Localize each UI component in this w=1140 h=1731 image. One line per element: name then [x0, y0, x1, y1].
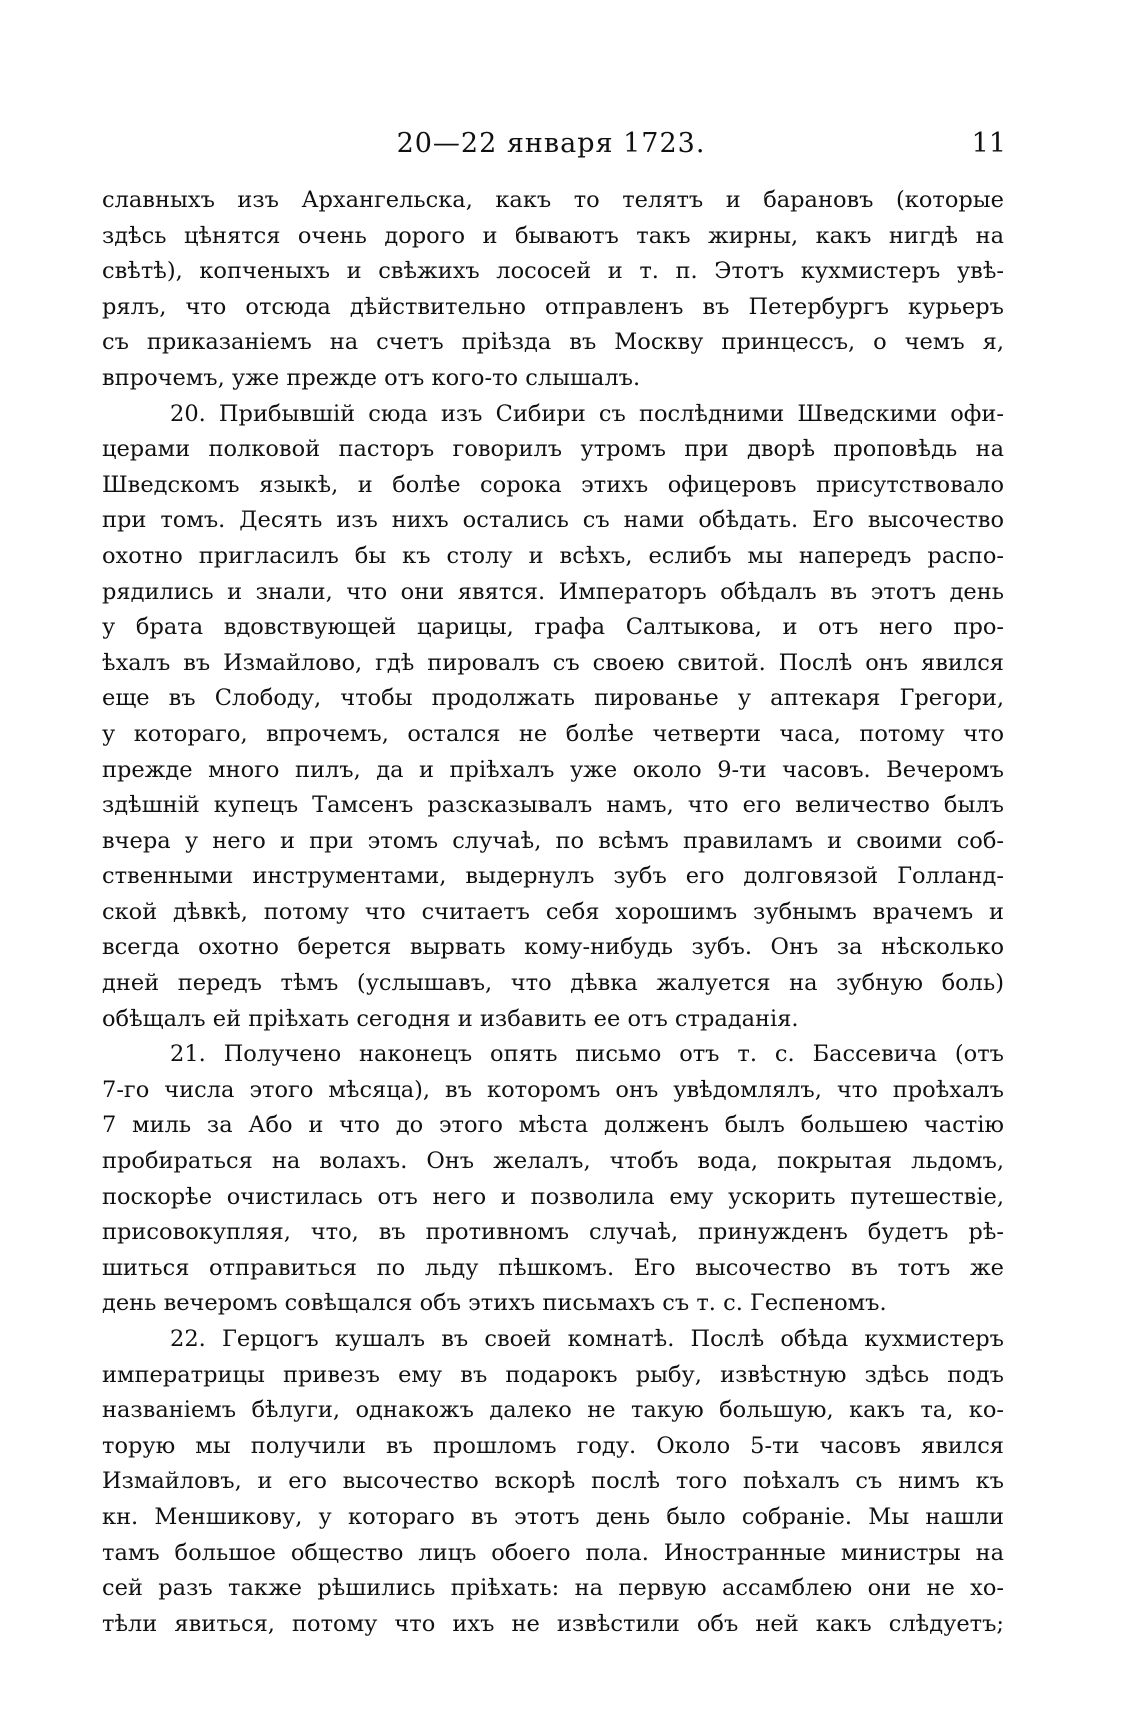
text-line: тѣли явиться, потому что ихъ не извѣстили объ ней какъ слѣдуетъ;	[102, 1610, 1004, 1637]
text-line: Измайловъ, и его высочество вскорѣ послѣ того поѣхалъ съ нимъ къ	[102, 1468, 1004, 1495]
text-line: дней передъ тѣмъ (услышавъ, что дѣвка жалуется на зубную боль)	[102, 970, 1004, 997]
text-line: при томъ. Десять изъ нихъ остались съ нами обѣдать. Его высочество	[102, 507, 1004, 534]
text-line: здѣшній купецъ Тамсенъ разсказывалъ намъ, что его величество былъ	[102, 792, 1004, 819]
text-line: охотно пригласилъ бы къ столу и всѣхъ, еслибъ мы напередъ распо-	[102, 542, 1004, 569]
text-line: съ приказаніемъ на счетъ пріѣзда въ Москву принцессъ, о чемъ я,	[102, 329, 1004, 356]
text-line: пробираться на волахъ. Онъ желалъ, чтобъ вода, покрытая льдомъ,	[102, 1148, 1004, 1175]
text-line: императрицы привезъ ему въ подарокъ рыбу, извѣстную здѣсь подъ	[102, 1361, 1004, 1388]
page-number: 11	[971, 128, 1006, 159]
text-line: день вечеромъ совѣщался объ этихъ письмахъ съ т. с. Геспеномъ.	[102, 1290, 887, 1317]
text-line: обѣщалъ ей пріѣхать сегодня и избавить ее отъ страданія.	[102, 1005, 799, 1032]
text-line: 7-го числа этого мѣсяца), въ которомъ онъ увѣдомлялъ, что проѣхалъ	[102, 1076, 1004, 1103]
text-line: шиться отправиться по льду пѣшкомъ. Его высочество въ тотъ же	[102, 1254, 1004, 1281]
running-header	[96, 128, 1006, 168]
text-line: всегда охотно берется вырвать кому-нибудь зубъ. Онъ за нѣсколько	[102, 934, 1004, 961]
text-line: рялъ, что отсюда дѣйствительно отправленъ въ Петербургъ курьеръ	[102, 293, 1004, 320]
text-line: 22. Герцогъ кушалъ въ своей комнатѣ. Послѣ обѣда кухмистеръ	[170, 1326, 1004, 1352]
text-line: рядились и знали, что они явятся. Императоръ обѣдалъ въ этотъ день	[102, 578, 1004, 605]
paragraph-continuation	[102, 183, 1004, 397]
text-line: 7 миль за Або и что до этого мѣста долженъ былъ большею частію	[102, 1112, 1004, 1139]
text-line: ской дѣвкѣ, потому что считаетъ себя хорошимъ зубнымъ врачемъ и	[102, 898, 1004, 925]
text-line: у брата вдовствующей царицы, графа Салтыкова, и отъ него про-	[102, 614, 1004, 641]
running-title: 20—22 января 1723.	[396, 128, 706, 159]
text-line: еще въ Слободу, чтобы продолжать пированье у аптекаря Грегори,	[102, 685, 1004, 712]
paragraph-entry-22	[102, 1322, 1004, 1642]
text-line: здѣсь цѣнятся очень дорого и бываютъ такъ жирны, какъ нигдѣ на	[102, 222, 1004, 249]
text-line: сей разъ также рѣшились пріѣхать: на первую ассамблею они не хо-	[102, 1575, 1004, 1602]
text-line: 21. Получено наконецъ опять письмо отъ т. с. Бассевича (отъ	[170, 1041, 1004, 1068]
text-line: 20. Прибывшій сюда изъ Сибири съ послѣдними Шведскими офи-	[170, 400, 1004, 427]
text-line: присовокупляя, что, въ противномъ случаѣ, принужденъ будетъ рѣ-	[102, 1219, 1004, 1246]
paragraph-entry-20	[102, 397, 1004, 1038]
text-line: церами полковой пасторъ говорилъ утромъ при дворѣ проповѣдь на	[102, 436, 1004, 463]
text-line: впрочемъ, уже прежде отъ кого-то слышалъ.	[102, 364, 641, 391]
text-line: свѣтѣ), копченыхъ и свѣжихъ лососей и т. п. Этотъ кухмистеръ увѣ-	[102, 258, 1004, 285]
text-line: у котораго, впрочемъ, остался не болѣе четверти часа, потому что	[102, 720, 1004, 747]
text-line: названіемъ бѣлуги, однакожъ далеко не такую большую, какъ та, ко-	[102, 1397, 1004, 1424]
body-text	[102, 183, 1004, 1642]
text-line: ѣхалъ въ Измайлово, гдѣ пировалъ съ своею свитой. Послѣ онъ явился	[102, 649, 1004, 676]
text-line: вчера у него и при этомъ случаѣ, по всѣмъ правиламъ и своими соб-	[102, 827, 1004, 854]
text-line: ственными инструментами, выдернулъ зубъ его долговязой Голланд-	[102, 863, 1004, 890]
text-line: поскорѣе очистилась отъ него и позволила ему ускорить путешествіе,	[102, 1183, 1004, 1210]
text-line: прежде много пилъ, да и пріѣхалъ уже около 9-ти часовъ. Вечеромъ	[102, 756, 1004, 783]
paragraph-entry-21	[102, 1037, 1004, 1322]
text-line: тамъ большое общество лицъ обоего пола. Иностранные министры на	[102, 1539, 1004, 1566]
text-line: кн. Меншикову, у котораго въ этотъ день было собраніе. Мы нашли	[102, 1503, 1004, 1530]
text-line: Шведскомъ языкѣ, и болѣе сорока этихъ офицеровъ присутствовало	[102, 471, 1004, 498]
text-line: славныхъ изъ Архангельска, какъ то телятъ и барановъ (которые	[102, 187, 1004, 213]
text-line: торую мы получили въ прошломъ году. Около 5-ти часовъ явился	[102, 1432, 1004, 1459]
